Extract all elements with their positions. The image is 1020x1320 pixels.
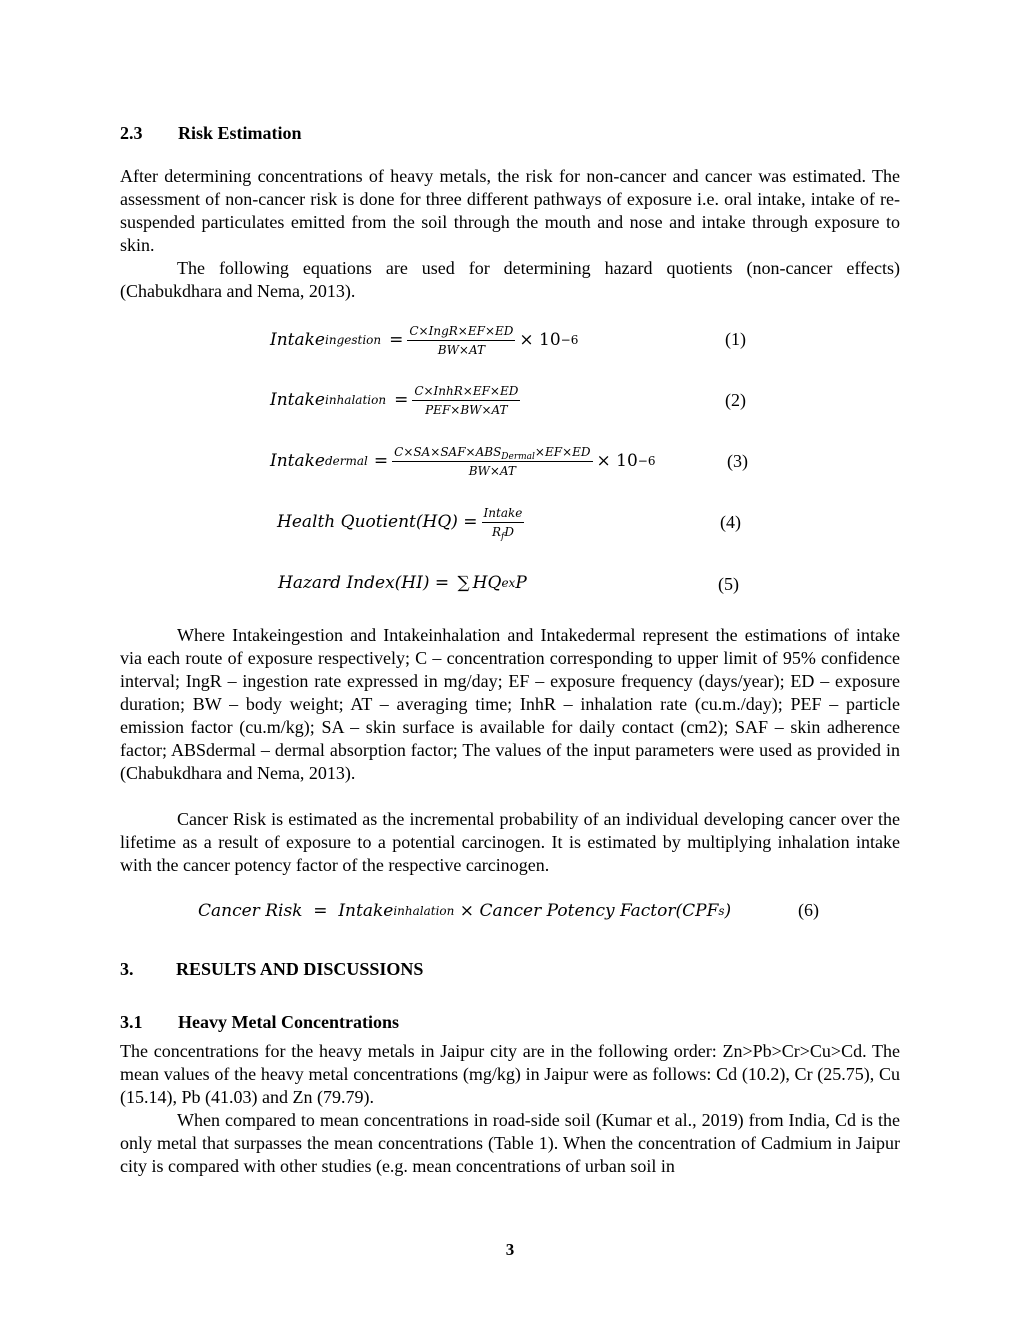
eq2-lhs: Intake xyxy=(270,390,325,410)
paragraph-concentrations: The concentrations for the heavy metals in Jaipur city are in the following order: Zn>Pb>Cr>Cu>Cd. The mean values of the heavy metal concentrations (mg/kg) in Jaipur were as follows: Cd (10.2), Cr (25.75), Cu (15.14), Pb (41.03) and Zn (79.79). xyxy=(120,1041,900,1107)
paragraph-risk-intro: After determining concentrations of heavy metals, the risk for non-cancer and cancer was estimated. The assessment of non-cancer risk is done for three different pathways of exposure i.e. oral intake, intake of re-suspended particulates emitted from the soil through the mouth and nose and intake through exposure to skin. xyxy=(120,166,900,255)
equation-1: Intake ingestion = $\frac{\text{C×IngR×EF×ED}}{BW\times AT}$ × 10 −6 xyxy=(270,323,579,357)
section-title: Heavy Metal Concentrations xyxy=(178,1012,399,1032)
eq4-fraction xyxy=(482,505,525,542)
eq4-lhs: Health Quotient(HQ) = xyxy=(277,512,478,532)
equation-5: Hazard Index(HI) = ∑ HQ ex P xyxy=(278,573,527,593)
equation-4 xyxy=(277,502,528,542)
eq6-end: ) xyxy=(724,901,732,921)
section-title: Risk Estimation xyxy=(178,123,302,143)
section-title: RESULTS AND DISCUSSIONS xyxy=(176,959,424,979)
eq5-lhs: Hazard Index(HI) = xyxy=(278,573,455,593)
eq1-numerator: C×IngR×EF×ED xyxy=(407,324,515,341)
eq4-den-b: D xyxy=(504,524,514,539)
section-heading-3-1 xyxy=(120,1011,399,1034)
sum-icon: ∑ xyxy=(457,573,470,593)
eq2-fraction xyxy=(412,384,520,417)
eq3-denominator: BW×AT xyxy=(468,463,516,478)
eq5-term-b: P xyxy=(515,573,527,593)
equation-6: Cancer Risk = Intake inhalation × Cancer Potency Factor(CPF s ) xyxy=(198,901,732,921)
eq3-equals: = xyxy=(373,451,389,471)
eq1-lhs: Intake xyxy=(270,330,325,350)
eq3-numerator xyxy=(392,445,592,462)
eq4-den-sub: f xyxy=(501,531,505,542)
section-number: 3. xyxy=(120,959,134,979)
eq6-label: (6) xyxy=(798,900,819,920)
eq2-numerator: C×InhR×EF×ED xyxy=(412,384,520,401)
section-heading-2-3 xyxy=(120,122,302,145)
eq5-label: (5) xyxy=(718,574,739,594)
eq4-denominator xyxy=(490,523,516,542)
equation-2: Intake inhalation = $\frac{\text{C×InhR×EF×ED}}{\text{PEF×BW×AT}}$ xyxy=(270,383,519,417)
equation-3: Intake dermal = $\frac{C\times SA\times SAF\times ABS_{Dermal}\times EF\times ED}{BW\times AT}$ × 10 −6 xyxy=(270,444,656,478)
paragraph-variable-definitions: Where Intakeingestion and Intakeinhalation and Intakedermal represent the estimations of intake via each route of exposure respectively; C – concentration corresponding to upper limit of 95% confidence interval; IngR – ingestion rate expressed in mg/day; EF – exposure frequency (days/year); ED – exposure duration; BW – body weight; AT – averaging time; InhR – inhalation rate (cu.m./day); PEF – particle emission factor (cu.m/kg); SA – skin surface is available for daily contact (cm2); SAF – skin adherence factor; ABSdermal – dermal absorption factor; The values of the input parameters were used as provided in (Chabukdhara and Nema, 2013). xyxy=(120,625,900,783)
eq6-lhs: Cancer Risk = Intake xyxy=(198,901,394,921)
eq6-mid: × Cancer Potency Factor(CPF xyxy=(454,901,719,921)
eq3-num-b: ×EF×ED xyxy=(534,444,591,459)
eq4-den-a: R xyxy=(491,524,501,539)
eq1-fraction xyxy=(407,324,515,357)
eq2-denominator: PEF×BW×AT xyxy=(425,402,508,417)
paragraph-equations-intro: The following equations are used for determining hazard quotients (non-cancer effects) (Chabukdhara and Nema, 2013). xyxy=(120,258,900,301)
eq3-fraction xyxy=(392,445,592,478)
eq1-label: (1) xyxy=(725,329,746,349)
eq3-num-a: C×SA×SAF×ABS xyxy=(394,444,502,459)
eq2-equals: = xyxy=(394,390,409,410)
eq5-term: HQ xyxy=(472,573,502,593)
section-heading-3 xyxy=(120,958,423,981)
eq4-numerator: Intake xyxy=(482,506,525,523)
section-number: 2.3 xyxy=(120,123,143,143)
eq3-num-sub: Dermal xyxy=(501,451,535,462)
eq3-lhs: Intake xyxy=(270,451,325,471)
eq1-equals: = xyxy=(389,330,404,350)
eq3-label: (3) xyxy=(727,451,748,471)
eq3-times: × 10 xyxy=(596,451,638,471)
eq4-label: (4) xyxy=(720,512,741,532)
eq1-times: × 10 xyxy=(519,330,561,350)
paragraph-comparison: When compared to mean concentrations in road-side soil (Kumar et al., 2019) from India, Cd is the only metal that surpasses the mean concentrations (Table 1). When the concentration of Cadmium in Jaipur city is compared with other studies (e.g. mean concentrations of urban soil in xyxy=(120,1110,900,1176)
paragraph-cancer-risk: Cancer Risk is estimated as the incremental probability of an individual developing cancer over the lifetime as a result of exposure to a potential carcinogen. It is estimated by multiplying inhalation intake with the cancer potency factor of the respective carcinogen. xyxy=(120,809,900,875)
section-number: 3.1 xyxy=(120,1012,143,1032)
page-number: 3 xyxy=(505,1240,515,1259)
eq2-label: (2) xyxy=(725,390,746,410)
eq1-denominator: BW×AT xyxy=(437,342,485,357)
